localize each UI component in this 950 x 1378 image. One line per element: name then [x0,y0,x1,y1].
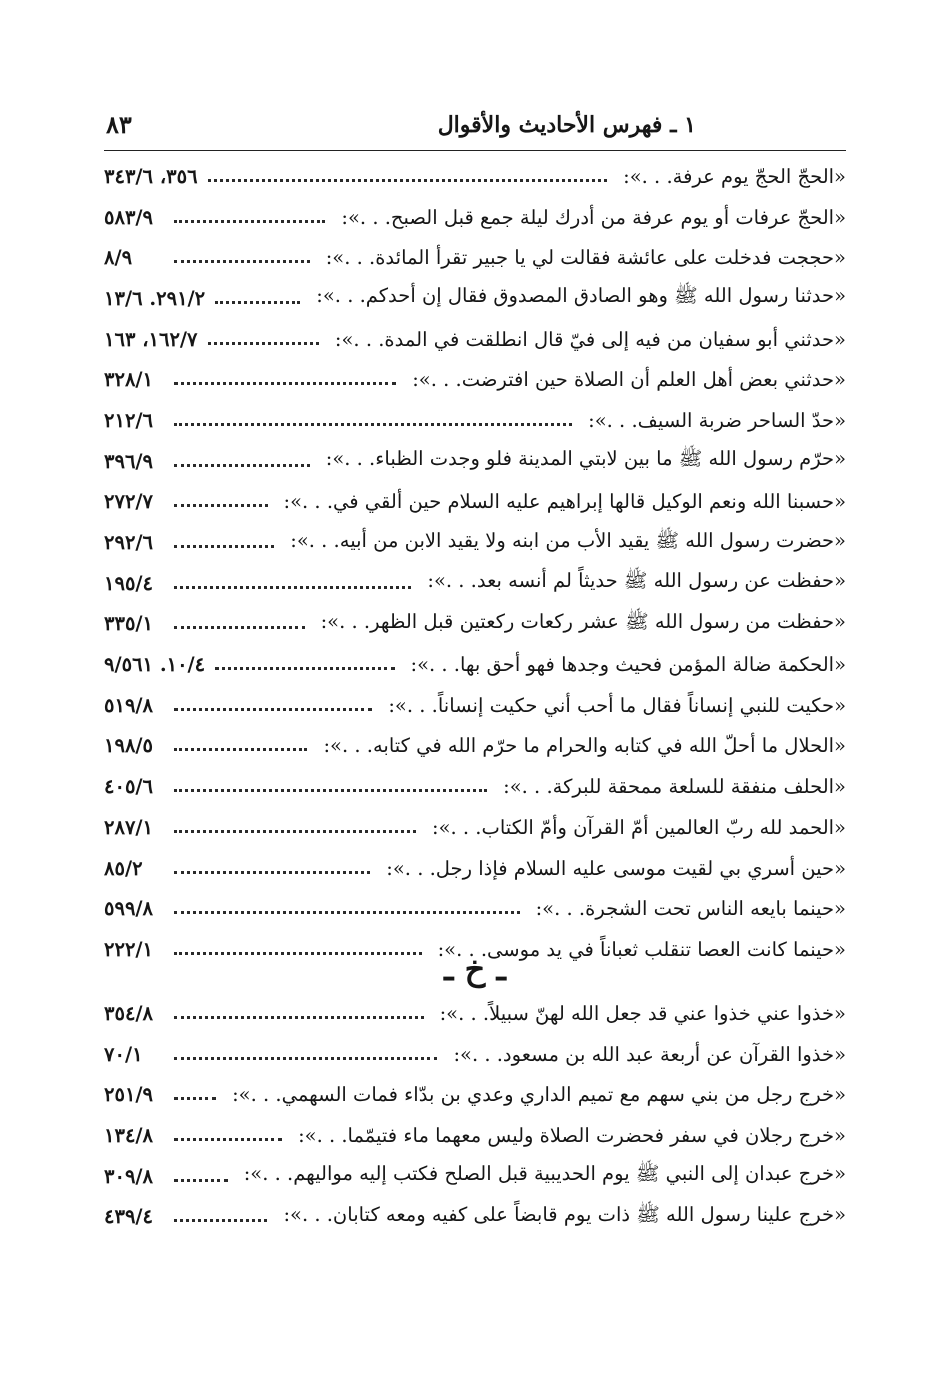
dot-leader [174,789,487,792]
dot-leader [174,1179,228,1182]
entry-text: «خذوا القرآن عن أربعة عبد الله بن مسعود. . .»: [453,1042,846,1066]
entry-reference: ٨٥/٢ [104,856,143,880]
dot-leader [174,748,307,751]
index-entry [104,522,846,563]
entry-text: «حدّ الساحر ضربة السيف. . .»: [588,408,846,432]
entry-reference: ٤٠٥/٦ [104,775,154,799]
index-entry [104,237,846,278]
index-entry [104,726,846,767]
entry-reference: ٨/٩ [104,246,133,270]
entry-text: «حدثني أبو سفيان من فيه إلى فيّ قال انطلقت في المدة. . .»: [334,327,846,351]
entry-text: «الحمد لله ربّ العالمين أمّ القرآن وأمّ الكتاب. . .»: [432,815,846,839]
entry-reference: ٢٨٧/١ [104,815,154,839]
entry-text: «حكيت للنبي إنساناً فقال ما أحب أني حكيت إنساناً. . .»: [388,693,846,717]
entry-text: «حين أسري بي لقيت موسى عليه السلام فإذا رجل. . .»: [386,856,846,880]
entry-reference: ١٠/٤. ٩/٥٦١ [104,653,206,677]
entry-text: «خذوا عني خذوا عني قد جعل الله لهنّ سبيلاً. . .»: [439,1001,846,1025]
entry-text: «حينما بايعه الناس تحت الشجرة. . .»: [535,897,846,921]
dot-leader [174,220,325,223]
entry-reference: ٤٣٩/٤ [104,1205,154,1229]
index-entry [104,1034,846,1075]
index-entry [104,1074,846,1115]
index-entry [104,1196,846,1237]
entry-list-ha [104,156,846,970]
entry-text: «الحلال ما أحلّ الله في كتابه والحرام ما حرّم الله في كتابه. . .»: [323,734,846,758]
entry-reference: ٥١٩/٨ [104,693,154,717]
index-entry [104,319,846,360]
index-entry [104,197,846,238]
dot-leader [174,871,370,874]
entry-text: «حدثنا رسول الله ﷺ وهو الصادق المصدوق فقال إن أحدكم. . .»: [316,284,846,308]
index-entry [104,1115,846,1156]
entry-list-kha [104,993,846,1237]
dot-leader [174,1057,437,1060]
entry-reference: ١٩٥/٤ [104,571,154,595]
entry-text: «حينما كانت العصا تنقلب ثعباناً في يد موسى. . .»: [437,937,846,961]
dot-leader [174,464,310,467]
dot-leader [174,1138,282,1141]
entry-text: «الحجّ الحجّ يوم عرفة. . .»: [623,164,846,188]
index-entry [104,766,846,807]
entry-reference: ٣٥٤/٨ [104,1001,154,1025]
entry-text: «الحكمة ضالة المؤمن فحيث وجدها فهو أحق بها. . .»: [410,653,846,677]
index-entry [104,644,846,685]
entry-text: «حججت فدخلت على عائشة فقالت لي يا جبير تقرأ المائدة. . .»: [325,246,846,270]
running-header [104,108,846,144]
index-entry [104,278,846,319]
index-entry [104,888,846,929]
entry-text: «الحلف منفقة للسلعة ممحقة للبركة. . .»: [503,775,846,799]
dot-leader [208,179,608,182]
entry-reference: ٣٣٥/١ [104,612,154,636]
dot-leader [174,830,416,833]
entry-reference: ٣٢٨/١ [104,368,154,392]
index-entry [104,359,846,400]
index-entry [104,156,846,197]
entry-reference: ٢٥١/٩ [104,1083,154,1107]
entry-reference: ١٦٢/٧، ١٦٣ [104,327,198,351]
dot-leader [174,1219,267,1222]
dot-leader [208,342,319,345]
dot-leader [174,423,572,426]
entry-text: «الحجّ عرفات أو يوم عرفة من أدرك ليلة جمع قبل الصبح. . .»: [341,205,846,229]
entry-reference: ١٣٤/٨ [104,1123,154,1147]
entry-reference: ٣٥٦، ٣٤٣/٦ [104,164,198,188]
dot-leader [174,545,274,548]
entry-reference: ٢٧٢/٧ [104,490,154,514]
entry-reference: ٥٨٣/٩ [104,205,154,229]
entry-text: «حرّم رسول الله ﷺ ما بين لابتي المدينة فلو وجدت الظباء. . .»: [325,447,846,471]
entry-text: «خرج رجل من بني سهم مع تميم الداري وعدي بن بدّاء فمات السهمي. . .»: [232,1083,846,1107]
entry-text: «حدثني بعض أهل العلم أن الصلاة حين افترضت. . .»: [412,368,846,392]
index-entry [104,685,846,726]
entry-reference: ٣٠٩/٨ [104,1164,154,1188]
entry-reference: ٢١٢/٦ [104,408,154,432]
dot-leader [174,1097,216,1100]
index-entry [104,604,846,645]
entry-reference: ٧٠/١ [104,1042,143,1066]
section-heading-kha: ـ خ ـ [444,950,506,988]
dot-leader [174,626,305,629]
dot-leader [174,708,372,711]
entry-text: «حفظت من رسول الله ﷺ عشر ركعات ركعتين قبل الظهر. . .»: [320,609,846,633]
entry-text: «حفظت عن رسول الله ﷺ حديثاً لم أنسه بعد. . .»: [427,569,846,593]
entry-text: «حضرت رسول الله ﷺ يقيد الأب من ابنه ولا يقيد الابن من أبيه. . .»: [290,528,846,552]
entry-text: «خرج رجلان في سفر فحضرت الصلاة وليس معهما ماء فتيمّما. . .»: [298,1123,846,1147]
entry-reference: ٣٩٦/٩ [104,449,154,473]
header-rule [104,150,846,151]
dot-leader [174,911,520,914]
entry-reference: ٥٩٩/٨ [104,897,154,921]
index-entry [104,441,846,482]
header-title: ١ ـ فهرس الأحاديث والأقوال [437,112,696,138]
index-entry [104,563,846,604]
index-entry [104,807,846,848]
entry-text: «حسبنا الله ونعم الوكيل قالها إبراهيم عليه السلام حين ألقي في. . .»: [283,490,846,514]
page-number: ٨٣ [106,110,132,139]
dot-leader [215,301,300,304]
dot-leader [174,260,310,263]
entry-reference: ١٩٨/٥ [104,734,154,758]
dot-leader [174,504,268,507]
entry-reference: ٢٩١/٢. ١٣/٦ [104,286,206,310]
index-entry [104,482,846,523]
index-entry [104,400,846,441]
index-entry [104,993,846,1034]
entry-text: «خرج عبدان إلى النبي ﷺ يوم الحديبية قبل الصلح فكتب إليه مواليهم. . .»: [243,1162,846,1186]
entry-reference: ٢٩٢/٦ [104,531,154,555]
entry-reference: ٢٢٢/١ [104,937,154,961]
index-entry [104,1156,846,1197]
dot-leader [215,667,394,670]
dot-leader [174,586,411,589]
index-entry [104,848,846,889]
entry-text: «خرج علينا رسول الله ﷺ ذات يوم قابضاً على كفيه ومعه كتابان. . .»: [283,1202,846,1226]
dot-leader [174,382,396,385]
dot-leader [174,1016,424,1019]
